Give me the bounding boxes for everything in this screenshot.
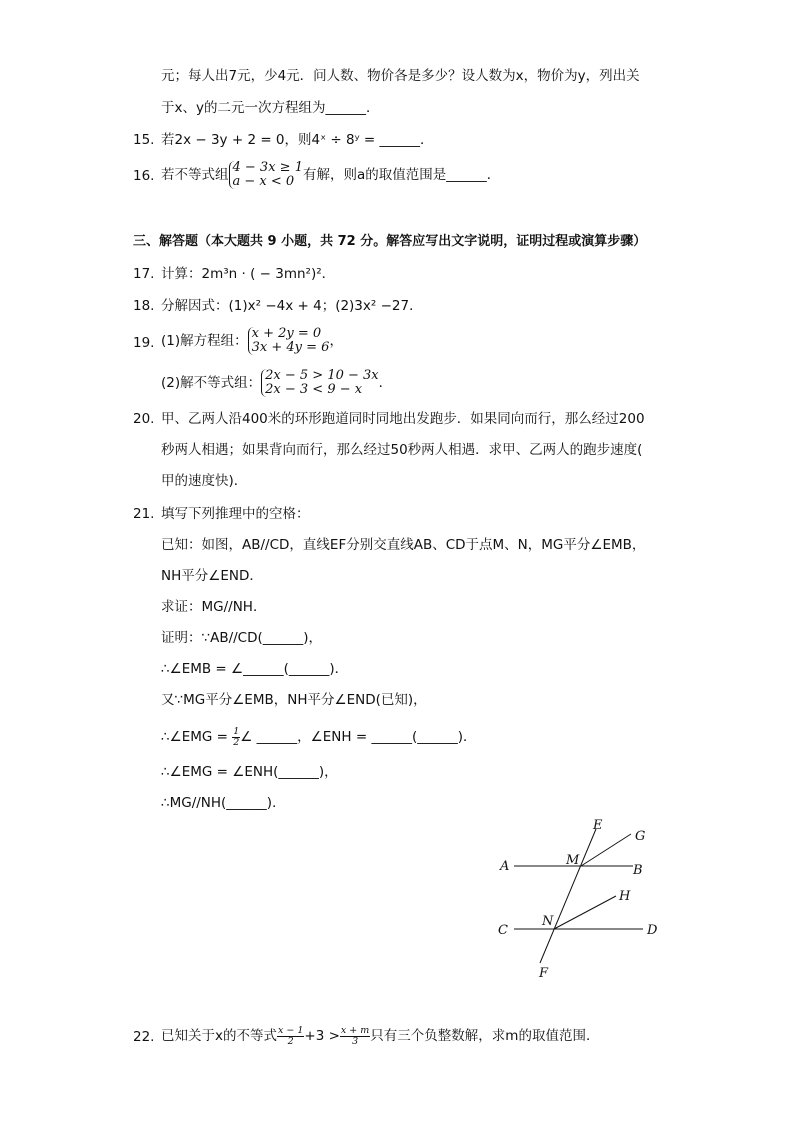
q21-proof-step-4: [161, 724, 477, 750]
q19-equation-system: [248, 327, 330, 355]
q22-number: 22.: [133, 1029, 155, 1045]
q20-line-1: 甲、乙两人沿400米的环形跑道同时同地出发跑步．如果同向而行，那么经过200: [161, 411, 645, 427]
q21-given-line: 已知：如图，AB//CD，直线EF分别交直线AB、CD于点M、N，MG平分∠EMB，: [161, 537, 646, 553]
q14-continuation-line-1: 元；每人出7元，少4元．问人数、物价各是多少？设人数为x，物价为y，列出关: [161, 68, 640, 84]
q20-number: 20.: [133, 411, 155, 427]
q21-proof-step-6: ∴MG//NH(______)．: [161, 795, 286, 811]
q15-number: 15.: [133, 132, 155, 148]
q16-prefix: 若不等式组: [161, 167, 229, 183]
q14-continuation-line-2: 于x、y的二元一次方程组为______．: [161, 100, 380, 116]
q17-number: 17.: [133, 266, 155, 282]
q21-parallel-lines-figure: [490, 812, 670, 982]
q22-fraction-2-denominator: 3: [352, 1035, 359, 1047]
q19-part1-suffix: ，: [329, 333, 343, 349]
q21-number: 21.: [133, 506, 155, 522]
q21-step4-suffix: ∠ ______，∠ENH = ______(______)．: [240, 729, 477, 745]
q19-part1-prefix: (1)解方程组：: [161, 333, 248, 349]
label-h: H: [619, 889, 631, 904]
section-heading-3: 三、解答题（本大题共 9 小题，共 72 分。解答应写出文字说明，证明过程或演算步骤）: [133, 234, 647, 249]
q18-number: 18.: [133, 298, 155, 314]
q21-proof-step-5: ∴∠EMG = ∠ENH(______)，: [161, 764, 338, 780]
ray-mg: [581, 834, 631, 866]
q22-fraction-1: [277, 1026, 304, 1047]
q21-half-denominator: 2: [233, 736, 240, 748]
q20-line-2: 秒两人相遇；如果背向而行，那么经过50秒两人相遇．求甲、乙两人的跑步速度(: [161, 442, 643, 458]
q19-part2-suffix: ．: [378, 375, 393, 391]
q19-inequality-system: [261, 369, 379, 397]
ray-nh: [554, 896, 616, 929]
q16-inequality-1: 4 − 3x ≥ 1: [232, 160, 303, 175]
q21-half-numerator: 1: [233, 725, 240, 737]
q18-text: 分解因式：(1)x² −4x + 4；(2)3x² −27．: [161, 298, 423, 314]
q21-line-1: 填写下列推理中的空格：: [161, 506, 310, 522]
label-g: G: [635, 829, 646, 844]
label-c: C: [498, 923, 508, 938]
q21-given-line-2: NH平分∠END．: [161, 568, 263, 584]
q22-fraction-2: [340, 1026, 370, 1047]
label-e: E: [593, 818, 603, 833]
q21-proof-step-1: 证明：∵AB//CD(______)，: [161, 630, 323, 646]
q16-inequality-system: [229, 161, 303, 189]
q21-prove-line: 求证：MG//NH．: [161, 599, 267, 615]
q22-fraction-1-numerator: x − 1: [278, 1024, 304, 1036]
q19-part2: [161, 366, 392, 400]
q21-proof-step-2: ∴∠EMB = ∠______(______)．: [161, 661, 349, 677]
q20-line-3: 甲的速度快)．: [161, 473, 248, 489]
q22-fraction-2-numerator: x + m: [340, 1024, 370, 1036]
q22-fraction-1-denominator: 2: [287, 1035, 294, 1047]
q19-inequality-2: 2x − 3 < 9 − x: [265, 382, 363, 397]
line-ef: [540, 829, 596, 963]
q19-equation-2: 3x + 4y = 6: [251, 340, 330, 355]
q19-part1: [161, 324, 343, 358]
q19-equation-1: x + 2y = 0: [251, 326, 322, 341]
q22-suffix: 只有三个负整数解，求m的取值范围．: [370, 1028, 600, 1044]
q22-middle: +3 >: [304, 1028, 340, 1044]
q17-text: 计算：2m³n · ( − 3mn²)²．: [161, 266, 336, 282]
q16-inequality-2: a − x < 0: [232, 174, 295, 189]
q16-line: [161, 158, 500, 192]
q16-suffix: 有解，则a的取值范围是______．: [302, 167, 501, 183]
q21-proof-step-3: 又∵MG平分∠EMB，NH平分∠END(已知)，: [161, 692, 427, 708]
q22-text: [161, 1021, 599, 1051]
label-a: A: [500, 859, 510, 874]
q16-number: 16.: [133, 168, 155, 184]
label-f: F: [539, 966, 549, 981]
q19-part2-prefix: (2)解不等式组：: [161, 375, 262, 391]
q19-inequality-1: 2x − 5 > 10 − 3x: [265, 368, 379, 383]
label-m: M: [566, 853, 580, 868]
q22-prefix: 已知关于x的不等式: [161, 1028, 277, 1044]
label-n: N: [542, 914, 554, 929]
q19-number: 19.: [133, 335, 155, 351]
label-b: B: [633, 863, 643, 878]
q21-step4-prefix: ∴∠EMG =: [161, 729, 233, 745]
q15-text: 若2x − 3y + 2 = 0，则4ˣ ÷ 8ʸ = ______．: [161, 132, 434, 148]
label-d: D: [647, 923, 658, 938]
